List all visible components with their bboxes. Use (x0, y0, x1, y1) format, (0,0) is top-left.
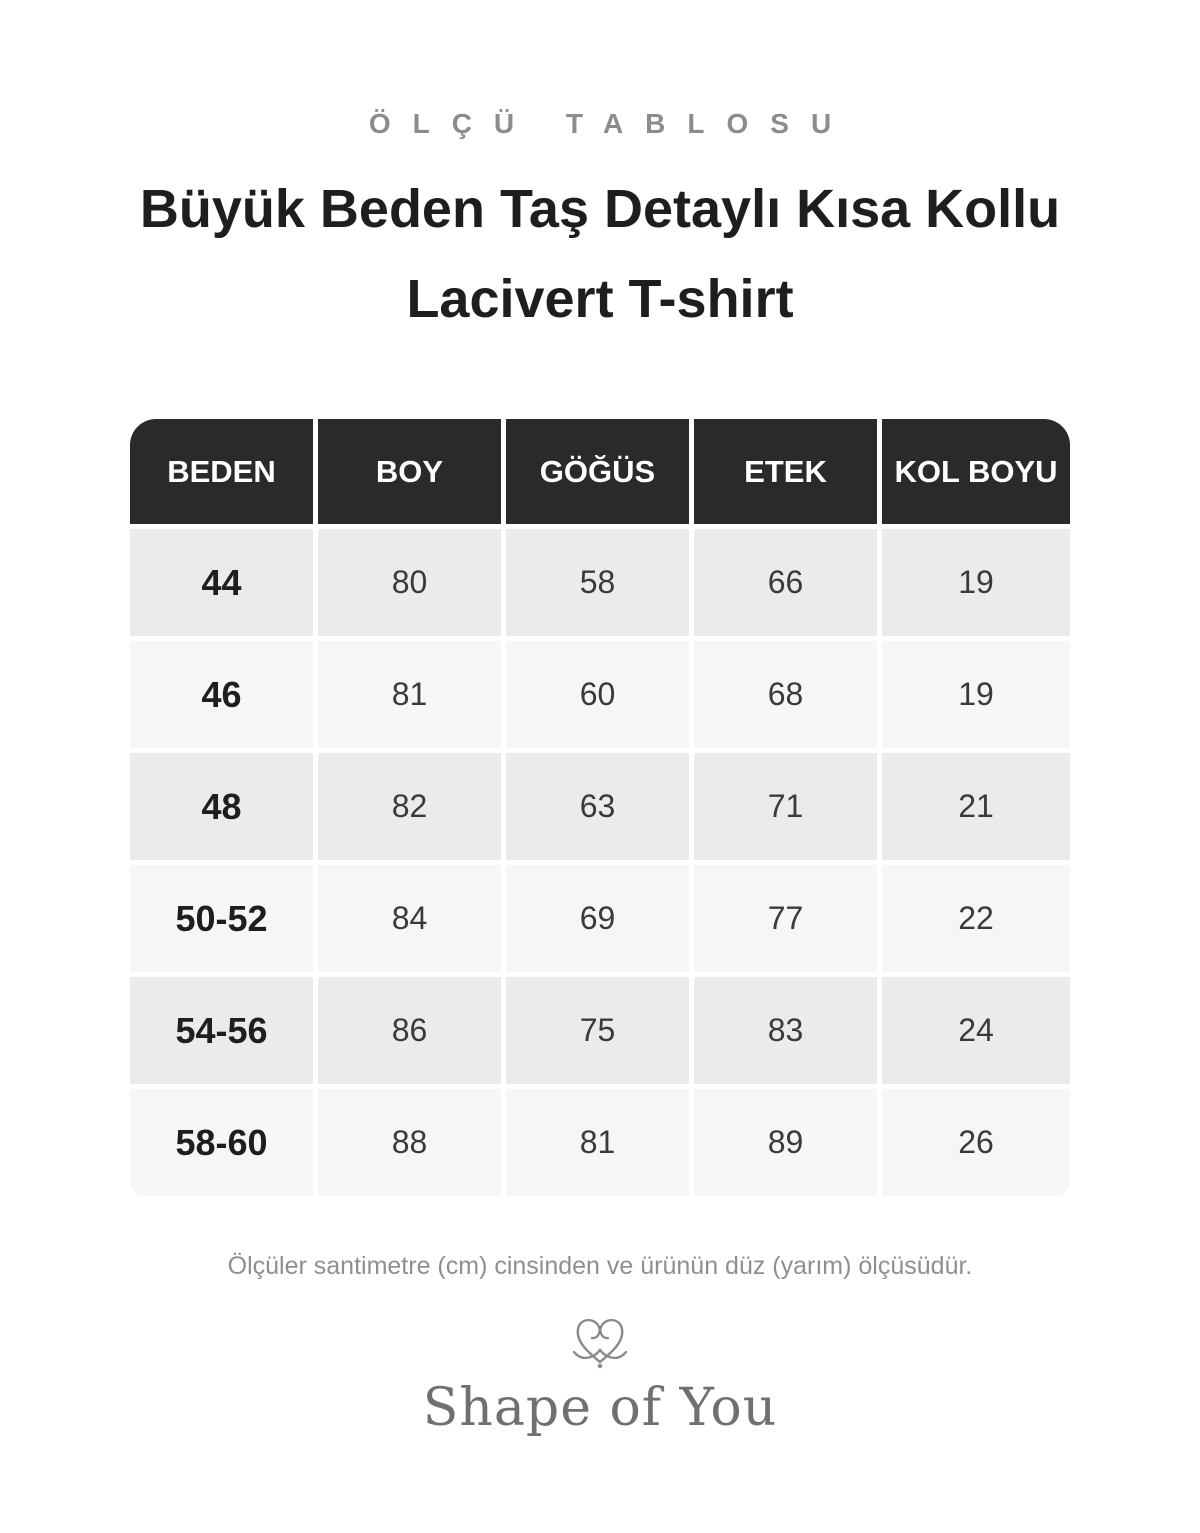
size-table (130, 419, 1070, 1196)
boy-cell: 84 (318, 865, 506, 977)
etek-cell: 66 (694, 529, 882, 641)
column-header-boy: BOY (318, 419, 506, 529)
kol-boyu-cell: 24 (882, 977, 1070, 1089)
size-cell: 50-52 (130, 865, 318, 977)
gogus-cell: 69 (506, 865, 694, 977)
kol-boyu-cell: 22 (882, 865, 1070, 977)
boy-cell: 80 (318, 529, 506, 641)
boy-cell: 86 (318, 977, 506, 1089)
eyebrow-label: ÖLÇÜ TABLOSU (368, 108, 854, 139)
title-line-1: Büyük Beden Taş Detaylı Kısa Kollu (139, 179, 1061, 239)
gogus-cell: 81 (506, 1089, 694, 1196)
table-row (130, 529, 1070, 641)
size-cell: 58-60 (130, 1089, 318, 1196)
table-row (130, 1089, 1070, 1196)
heart-swirl-icon (568, 1312, 632, 1370)
page-title (100, 164, 1100, 344)
etek-cell: 77 (694, 865, 882, 977)
kol-boyu-cell: 19 (882, 529, 1070, 641)
size-cell: 46 (130, 641, 318, 753)
size-cell: 44 (130, 529, 318, 641)
column-header-etek: ETEK (694, 419, 882, 529)
measurement-note: Ölçüler santimetre (cm) cinsinden ve ürünün düz (yarım) ölçüsüdür. (227, 1252, 973, 1280)
title-line-2: Lacivert T-shirt (406, 269, 794, 329)
kol-boyu-cell: 19 (882, 641, 1070, 753)
table-header-row (130, 419, 1070, 529)
boy-cell: 88 (318, 1089, 506, 1196)
kol-boyu-cell: 21 (882, 753, 1070, 865)
kol-boyu-cell: 26 (882, 1089, 1070, 1196)
gogus-cell: 58 (506, 529, 694, 641)
etek-cell: 89 (694, 1089, 882, 1196)
etek-cell: 68 (694, 641, 882, 753)
table-row (130, 641, 1070, 753)
boy-cell: 81 (318, 641, 506, 753)
gogus-cell: 75 (506, 977, 694, 1089)
brand-wordmark: Shape of You (422, 1378, 778, 1438)
table-row (130, 753, 1070, 865)
etek-cell: 71 (694, 753, 882, 865)
size-cell: 48 (130, 753, 318, 865)
column-header-beden: BEDEN (130, 419, 318, 529)
size-table-container (130, 419, 1070, 1203)
gogus-cell: 60 (506, 641, 694, 753)
column-header-kol-boyu: KOL BOYU (882, 419, 1070, 529)
boy-cell: 82 (318, 753, 506, 865)
etek-cell: 83 (694, 977, 882, 1089)
table-row (130, 977, 1070, 1089)
table-row (130, 865, 1070, 977)
gogus-cell: 63 (506, 753, 694, 865)
size-cell: 54-56 (130, 977, 318, 1089)
column-header-gogus: GÖĞÜS (506, 419, 694, 529)
